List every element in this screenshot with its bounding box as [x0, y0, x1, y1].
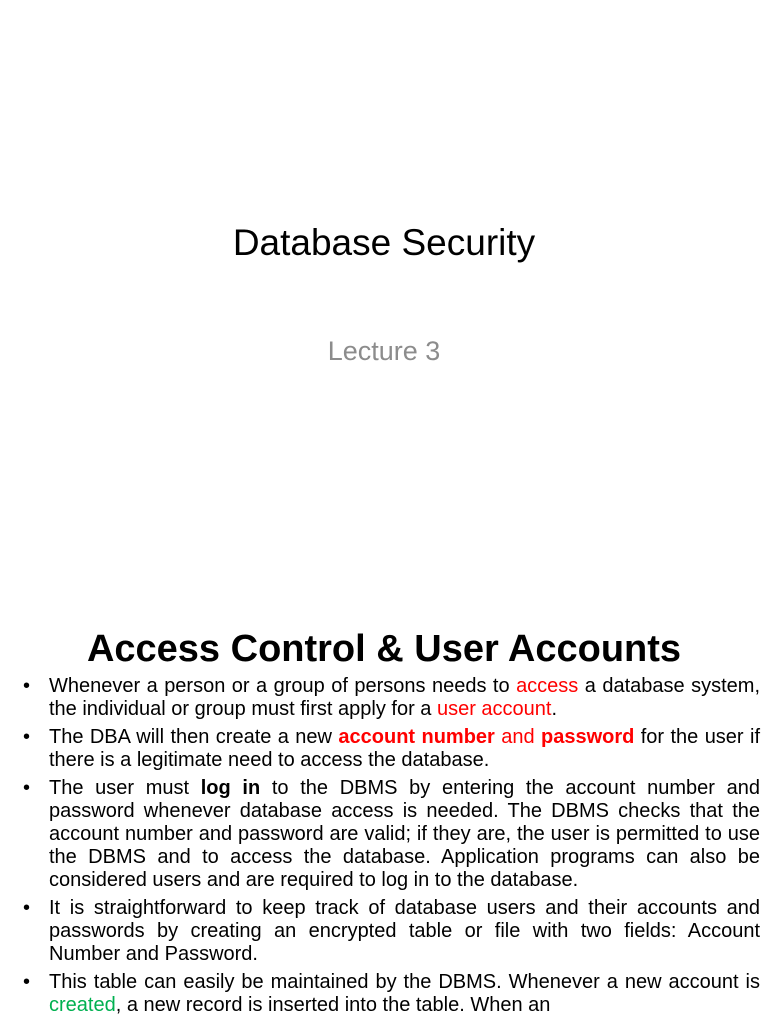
bullet-icon: • [23, 777, 31, 799]
bullet-item [0, 897, 768, 966]
content-heading: Access Control & User Accounts [86, 628, 682, 670]
bullet-icon: • [23, 675, 31, 697]
highlight-user-account: user account [436, 698, 552, 720]
content-slide [0, 590, 768, 1024]
bullet-item [0, 726, 768, 772]
slide-subtitle: Lecture 3 [327, 336, 441, 366]
bullet-text: to the DBMS by entering the account number and password whenever database access is needed. The DBMS checks that the account number and password are valid; if they are, the user is permitted to use the DBMS and to access the database. Application programs can also be considered users and are required to log in to the database. [49, 777, 760, 891]
bullet-item [0, 971, 768, 1017]
highlight-created: created [49, 994, 116, 1016]
bullet-text: The DBA will then create a new [49, 726, 339, 748]
bullet-text: The user must [49, 777, 201, 799]
bullet-text: Whenever a person or a group of persons needs to [49, 675, 517, 697]
highlight-access: access [516, 675, 579, 697]
bullet-list [0, 675, 768, 1022]
highlight-account-number: account number [338, 726, 495, 748]
bullet-text: It is straightforward to keep track of database users and their accounts and passwords by creating an encrypted table or file with two fields: Account Number and Password. [49, 897, 760, 965]
bullet-icon: • [23, 971, 31, 993]
highlight-log-in: log in [200, 777, 261, 799]
bullet-item [0, 675, 768, 721]
highlight-and: and [494, 726, 541, 748]
highlight-password: password [540, 726, 635, 748]
bullet-icon: • [23, 897, 31, 919]
bullet-text: a database system, the individual or group must first apply for a [49, 675, 760, 720]
bullet-text: for the user if there is a legitimate need to access the database. [49, 726, 760, 771]
bullet-text: , a new record is inserted into the table. When an [115, 994, 551, 1016]
slide-title: Database Security [232, 222, 536, 263]
bullet-text: This table can easily be maintained by the DBMS. Whenever a new account is [49, 971, 760, 993]
bullet-item [0, 777, 768, 892]
bullet-text: . [551, 698, 558, 720]
bullet-icon: • [23, 726, 31, 748]
